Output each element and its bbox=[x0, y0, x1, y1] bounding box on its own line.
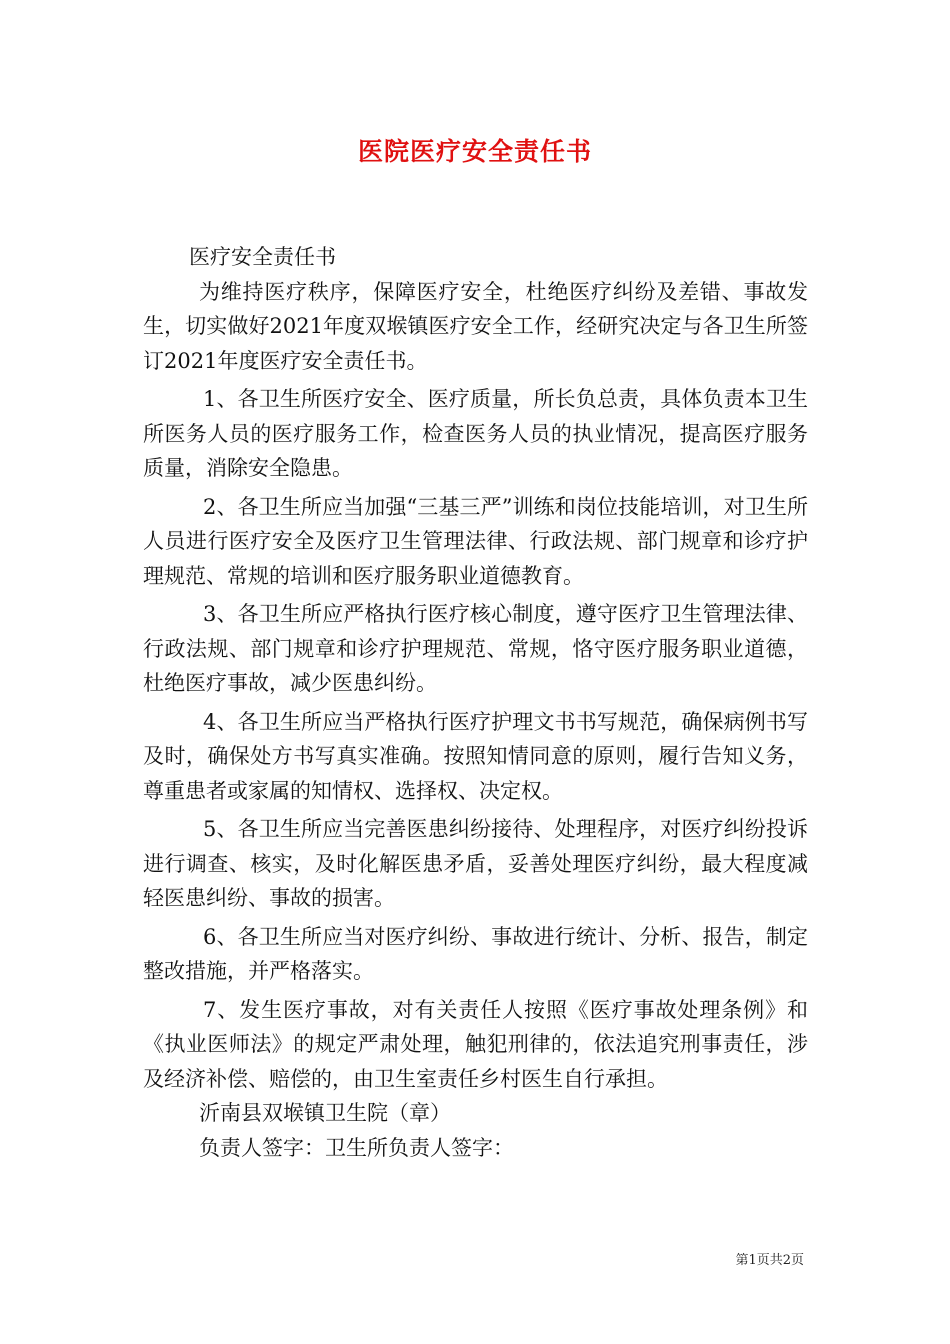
intro-paragraph: 为维持医疗秩序，保障医疗安全，杜绝医疗纠纷及差错、事故发生，切实做好2021年度双堠镇医疗安全工作，经研究决定与各卫生所签订2021年度医疗安全责任书。 bbox=[143, 279, 808, 373]
page-number: 第1页共2页 bbox=[735, 1253, 804, 1268]
section-heading: 医疗安全责任书 bbox=[189, 245, 336, 269]
clause-7: 7、发生医疗事故，对有关责任人按照《医疗事故处理条例》和《执业医师法》的规定严肃处理，触犯刑律的，依法追究刑事责任，涉及经济补偿、赔偿的，由卫生室责任乡村医生自行承担。 bbox=[143, 997, 808, 1091]
document-body bbox=[143, 240, 808, 1165]
clause-1: 1、各卫生所医疗安全、医疗质量，所长负总责，具体负责本卫生所医务人员的医疗服务工作，检查医务人员的执业情况，提高医疗服务质量，消除安全隐患。 bbox=[143, 387, 808, 480]
clause-2: 2、各卫生所应当加强“三基三严”训练和岗位技能培训，对卫生所人员进行医疗安全及医疗卫生管理法律、行政法规、部门规章和诊疗护理规范、常规的培训和医疗服务职业道德教育。 bbox=[143, 494, 808, 588]
clause-5: 5、各卫生所应当完善医患纠纷接待、处理程序，对医疗纠纷投诉进行调查、核实，及时化解医患矛盾，妥善处理医疗纠纷，最大程度减轻医患纠纷、事故的损害。 bbox=[143, 817, 808, 910]
document-title: 医院医疗安全责任书 bbox=[357, 137, 592, 166]
clause-3: 3、各卫生所应严格执行医疗核心制度，遵守医疗卫生管理法律、行政法规、部门规章和诊疗护理规范、常规，恪守医疗服务职业道德，杜绝医疗事故，减少医患纠纷。 bbox=[143, 602, 808, 695]
issuer-line: 沂南县双堠镇卫生院（章） bbox=[199, 1101, 451, 1125]
clause-4: 4、各卫生所应当严格执行医疗护理文书书写规范，确保病例书写及时，确保处方书写真实准确。按照知情同意的原则，履行告知义务，尊重患者或家属的知情权、选择权、决定权。 bbox=[143, 709, 808, 803]
clause-6: 6、各卫生所应当对医疗纠纷、事故进行统计、分析、报告，制定整改措施，并严格落实。 bbox=[143, 924, 808, 983]
signature-line: 负责人签字：卫生所负责人签字： bbox=[199, 1135, 514, 1160]
